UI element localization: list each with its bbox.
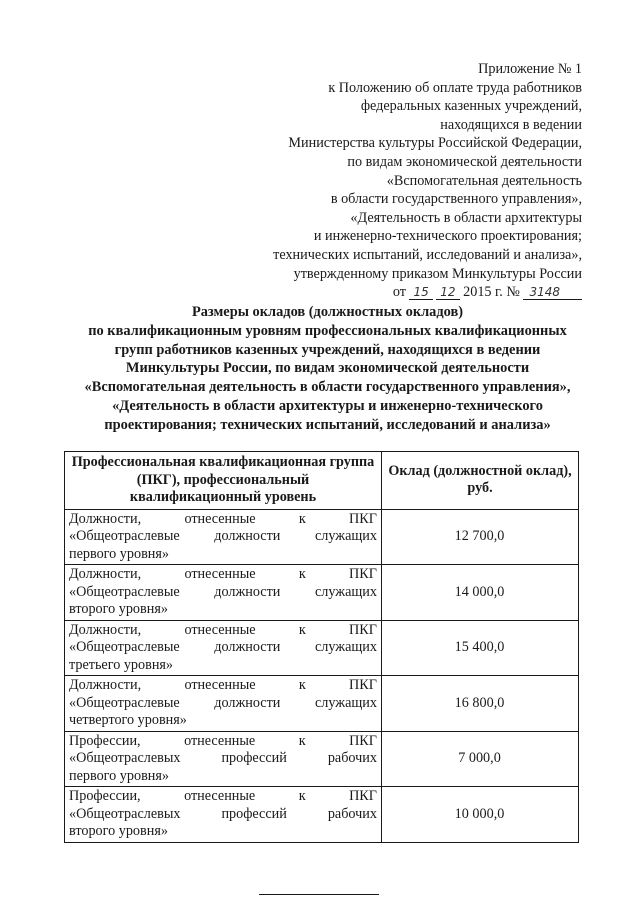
appendix-line: «Вспомогательная деятельность: [386, 172, 582, 189]
appendix-title: Приложение № 1: [478, 61, 582, 77]
group-cell: [65, 509, 382, 565]
word: профессий: [221, 805, 287, 822]
group-line-2: [69, 528, 377, 546]
word: Должности,: [69, 677, 142, 693]
word: рабочих: [327, 805, 377, 822]
word: отнесенные: [184, 566, 256, 582]
header-group: Профессиональная квалификационная группа (ПКГ), профессиональный квалификационный уровень: [65, 452, 382, 510]
handwritten-month: 12: [436, 285, 459, 300]
appendix-line: утвержденному приказом Минкультуры России: [293, 265, 582, 282]
title-line: проектирования; технических испытаний, исследований и анализа»: [104, 416, 551, 433]
salary-cell: 14 000,0: [382, 565, 579, 621]
appendix-line: «Деятельность в области архитектуры: [350, 209, 582, 226]
handwritten-day: 15: [409, 285, 432, 300]
group-cell: [65, 787, 382, 843]
appendix-line: находящихся в ведении: [440, 116, 582, 133]
group-line-1: [69, 677, 377, 695]
group-line-1: [69, 622, 377, 640]
group-line-2: [69, 806, 377, 824]
appendix-line: и инженерно-технического проектирования;: [313, 228, 582, 245]
word: отнесенные: [184, 621, 256, 638]
word: отнесенные: [184, 677, 256, 693]
word: Профессии,: [69, 732, 141, 749]
group-line-3: третьего уровня»: [69, 656, 174, 673]
salary-cell: 7 000,0: [382, 731, 579, 787]
group-line-1: [69, 788, 377, 806]
table-row: [65, 787, 579, 843]
salary-cell: 15 400,0: [382, 620, 579, 676]
table-row: [65, 509, 579, 565]
salary-cell: 12 700,0: [382, 509, 579, 565]
group-line-2: [69, 750, 377, 768]
word: Должности,: [69, 566, 142, 582]
appendix-line: федеральных казенных учреждений,: [360, 98, 582, 115]
group-line-2: [69, 695, 377, 713]
group-line-1: [69, 511, 377, 529]
word: Должности,: [69, 621, 142, 638]
word: «Общеотраслевые: [69, 528, 180, 544]
appendix-line: к Положению об оплате труда работников: [328, 79, 582, 96]
group-cell: [65, 620, 382, 676]
word: ПКГ: [349, 732, 377, 749]
word: ПКГ: [349, 566, 377, 582]
word: Должности,: [69, 510, 142, 527]
handwritten-order-number: 3148: [523, 285, 582, 300]
appendix-line: технических испытаний, исследований и анализа»,: [273, 246, 582, 263]
word: «Общеотраслевые: [69, 639, 180, 655]
word: должности: [214, 694, 281, 711]
group-line-2: [69, 584, 377, 602]
group-cell: [65, 565, 382, 621]
title-line: «Вспомогательная деятельность в области государственного управления»,: [84, 379, 571, 396]
word: ПКГ: [349, 677, 377, 693]
word: к: [298, 677, 306, 693]
word: должности: [214, 583, 281, 600]
title-line: по квалификационным уровням профессиональных квалификационных: [88, 322, 567, 339]
title-line: Размеры окладов (должностных окладов): [191, 304, 464, 320]
appendix-header: [250, 60, 582, 302]
word: ПКГ: [349, 621, 377, 638]
word: «Общеотраслевых: [69, 805, 181, 822]
group-line-3: четвертого уровня»: [69, 712, 187, 728]
word: Профессии,: [69, 788, 141, 804]
group-line-3: первого уровня»: [69, 767, 169, 784]
word: должности: [214, 528, 281, 544]
salary-table: [64, 451, 579, 843]
word: ПКГ: [349, 510, 377, 527]
word: служащих: [314, 639, 377, 655]
group-line-1: [69, 566, 377, 584]
word: к: [298, 788, 306, 804]
table-row: [65, 676, 579, 732]
table-row: [65, 731, 579, 787]
order-date-line: [250, 283, 582, 302]
word: отнесенные: [184, 510, 256, 527]
group-line-1: [69, 733, 377, 751]
header-salary: Оклад (должностной оклад), руб.: [382, 452, 579, 510]
group-cell: [65, 731, 382, 787]
word: служащих: [314, 583, 377, 600]
group-line-3: второго уровня»: [69, 823, 168, 839]
word: «Общеотраслевые: [69, 694, 180, 711]
word: к: [298, 566, 306, 582]
word: к: [298, 621, 306, 638]
word: рабочих: [327, 750, 377, 766]
word: ПКГ: [349, 788, 377, 804]
word: отнесенные: [184, 732, 256, 749]
group-cell: [65, 676, 382, 732]
salary-cell: 10 000,0: [382, 787, 579, 843]
table-row: [65, 620, 579, 676]
table-row: [65, 565, 579, 621]
group-line-3: первого уровня»: [69, 545, 169, 562]
word: к: [298, 732, 306, 749]
date-prefix: от: [392, 284, 406, 301]
word: служащих: [314, 528, 377, 544]
title-line: групп работников казенных учреждений, находящихся в ведении: [114, 341, 541, 358]
word: служащих: [314, 694, 377, 711]
date-year: 2015 г. №: [463, 284, 520, 301]
word: должности: [214, 639, 281, 655]
title-line: Минкультуры России, по видам экономической деятельности: [125, 360, 530, 377]
word: «Общеотраслевые: [69, 583, 180, 600]
appendix-line: в области государственного управления»,: [330, 191, 582, 208]
word: к: [298, 510, 306, 527]
title-line: «Деятельность в области архитектуры и инженерно-технического: [112, 397, 543, 414]
word: профессий: [221, 750, 287, 766]
group-line-3: второго уровня»: [69, 601, 168, 617]
document-title: [40, 303, 615, 435]
appendix-line: Министерства культуры Российской Федерации,: [288, 135, 582, 152]
group-line-2: [69, 639, 377, 657]
appendix-line: по видам экономической деятельности: [347, 153, 582, 170]
salary-cell: 16 800,0: [382, 676, 579, 732]
word: отнесенные: [184, 788, 256, 804]
table-header-row: [65, 452, 579, 510]
footer-divider: [259, 894, 379, 895]
word: «Общеотраслевых: [69, 750, 181, 766]
